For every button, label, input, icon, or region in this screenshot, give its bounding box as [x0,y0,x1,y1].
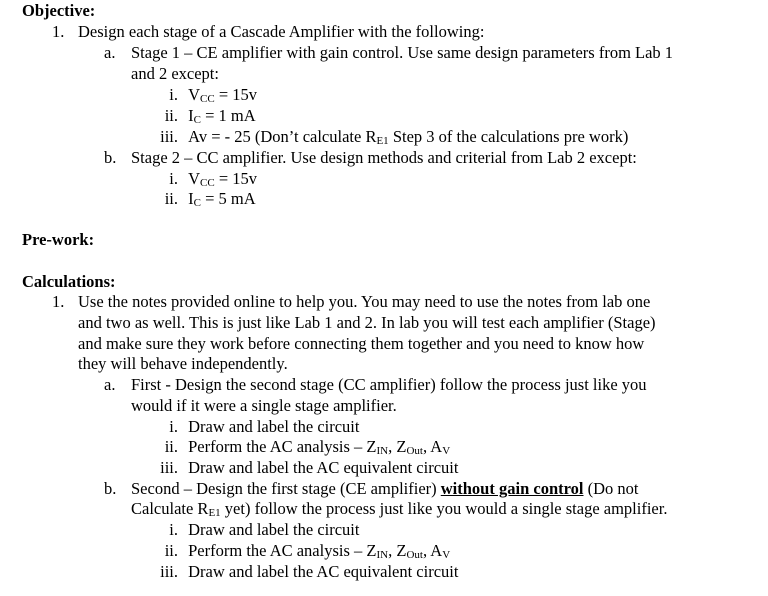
calc-item-1-line-1: Use the notes provided online to help you. You may need to use the notes from lab one [78,292,651,311]
objective-item-1-number: 1. [52,22,65,41]
stage2-line-1: Stage 2 – CC amplifier. Use design methods and criterial from Lab 2 except: [131,148,637,167]
stage2-param-vcc: i. VCC = 15v [169,169,258,189]
objective-heading: Objective: [22,1,96,20]
calc-b-step-2: ii. Perform the AC analysis – ZIN, ZOut, AV [164,541,451,561]
calc-a-letter: a. [104,375,116,394]
stage1-line-1: Stage 1 – CE amplifier with gain control. Use same design parameters from Lab 1 [131,43,674,62]
stage1-param-vcc: i. VCC = 15v [169,85,258,105]
calc-b-step-1: i. Draw and label the circuit [169,520,360,539]
calc-a-step-1: i. Draw and label the circuit [169,417,360,436]
calc-b-step-3: iii. Draw and label the AC equivalent circuit [160,562,459,581]
stage2-letter: b. [104,148,117,167]
prework-heading: Pre-work: [22,230,95,249]
calc-a-step-3: iii. Draw and label the AC equivalent circuit [160,458,459,477]
calc-b-line-1: Second – Design the first stage (CE amplifier) without gain control (Do not [131,479,639,498]
calc-item-1-line-4: they will behave independently. [78,354,288,373]
without-gain-control-emphasis: without gain control [440,479,584,498]
stage1-param-av: iii. Av = - 25 (Don’t calculate RE1 Step 3 of the calculations pre work) [160,127,629,147]
stage1-letter: a. [104,43,116,62]
calc-b-line-2: Calculate RE1 yet) follow the process just like you would a single stage amplifier. [131,499,668,519]
objective-item-1-text: Design each stage of a Cascade Amplifier with the following: [78,22,485,41]
calc-item-1-line-2: and two as well. This is just like Lab 1 and 2. In lab you will test each amplifier (Stage) [78,313,656,332]
stage2-param-ic: ii. IC = 5 mA [164,189,256,209]
calc-a-line-1: First - Design the second stage (CC amplifier) follow the process just like you [131,375,647,394]
calculations-heading: Calculations: [22,272,116,291]
calc-b-letter: b. [104,479,117,498]
calc-item-1-number: 1. [52,292,65,311]
calc-a-line-2: would if it were a single stage amplifier. [131,396,397,415]
calc-a-step-2: ii. Perform the AC analysis – ZIN, ZOut, AV [164,437,451,457]
stage1-line-2: and 2 except: [131,64,219,83]
stage1-param-ic: ii. IC = 1 mA [164,106,256,126]
calc-item-1-line-3: and make sure they work before connecting them together and you need to know how [78,334,645,353]
